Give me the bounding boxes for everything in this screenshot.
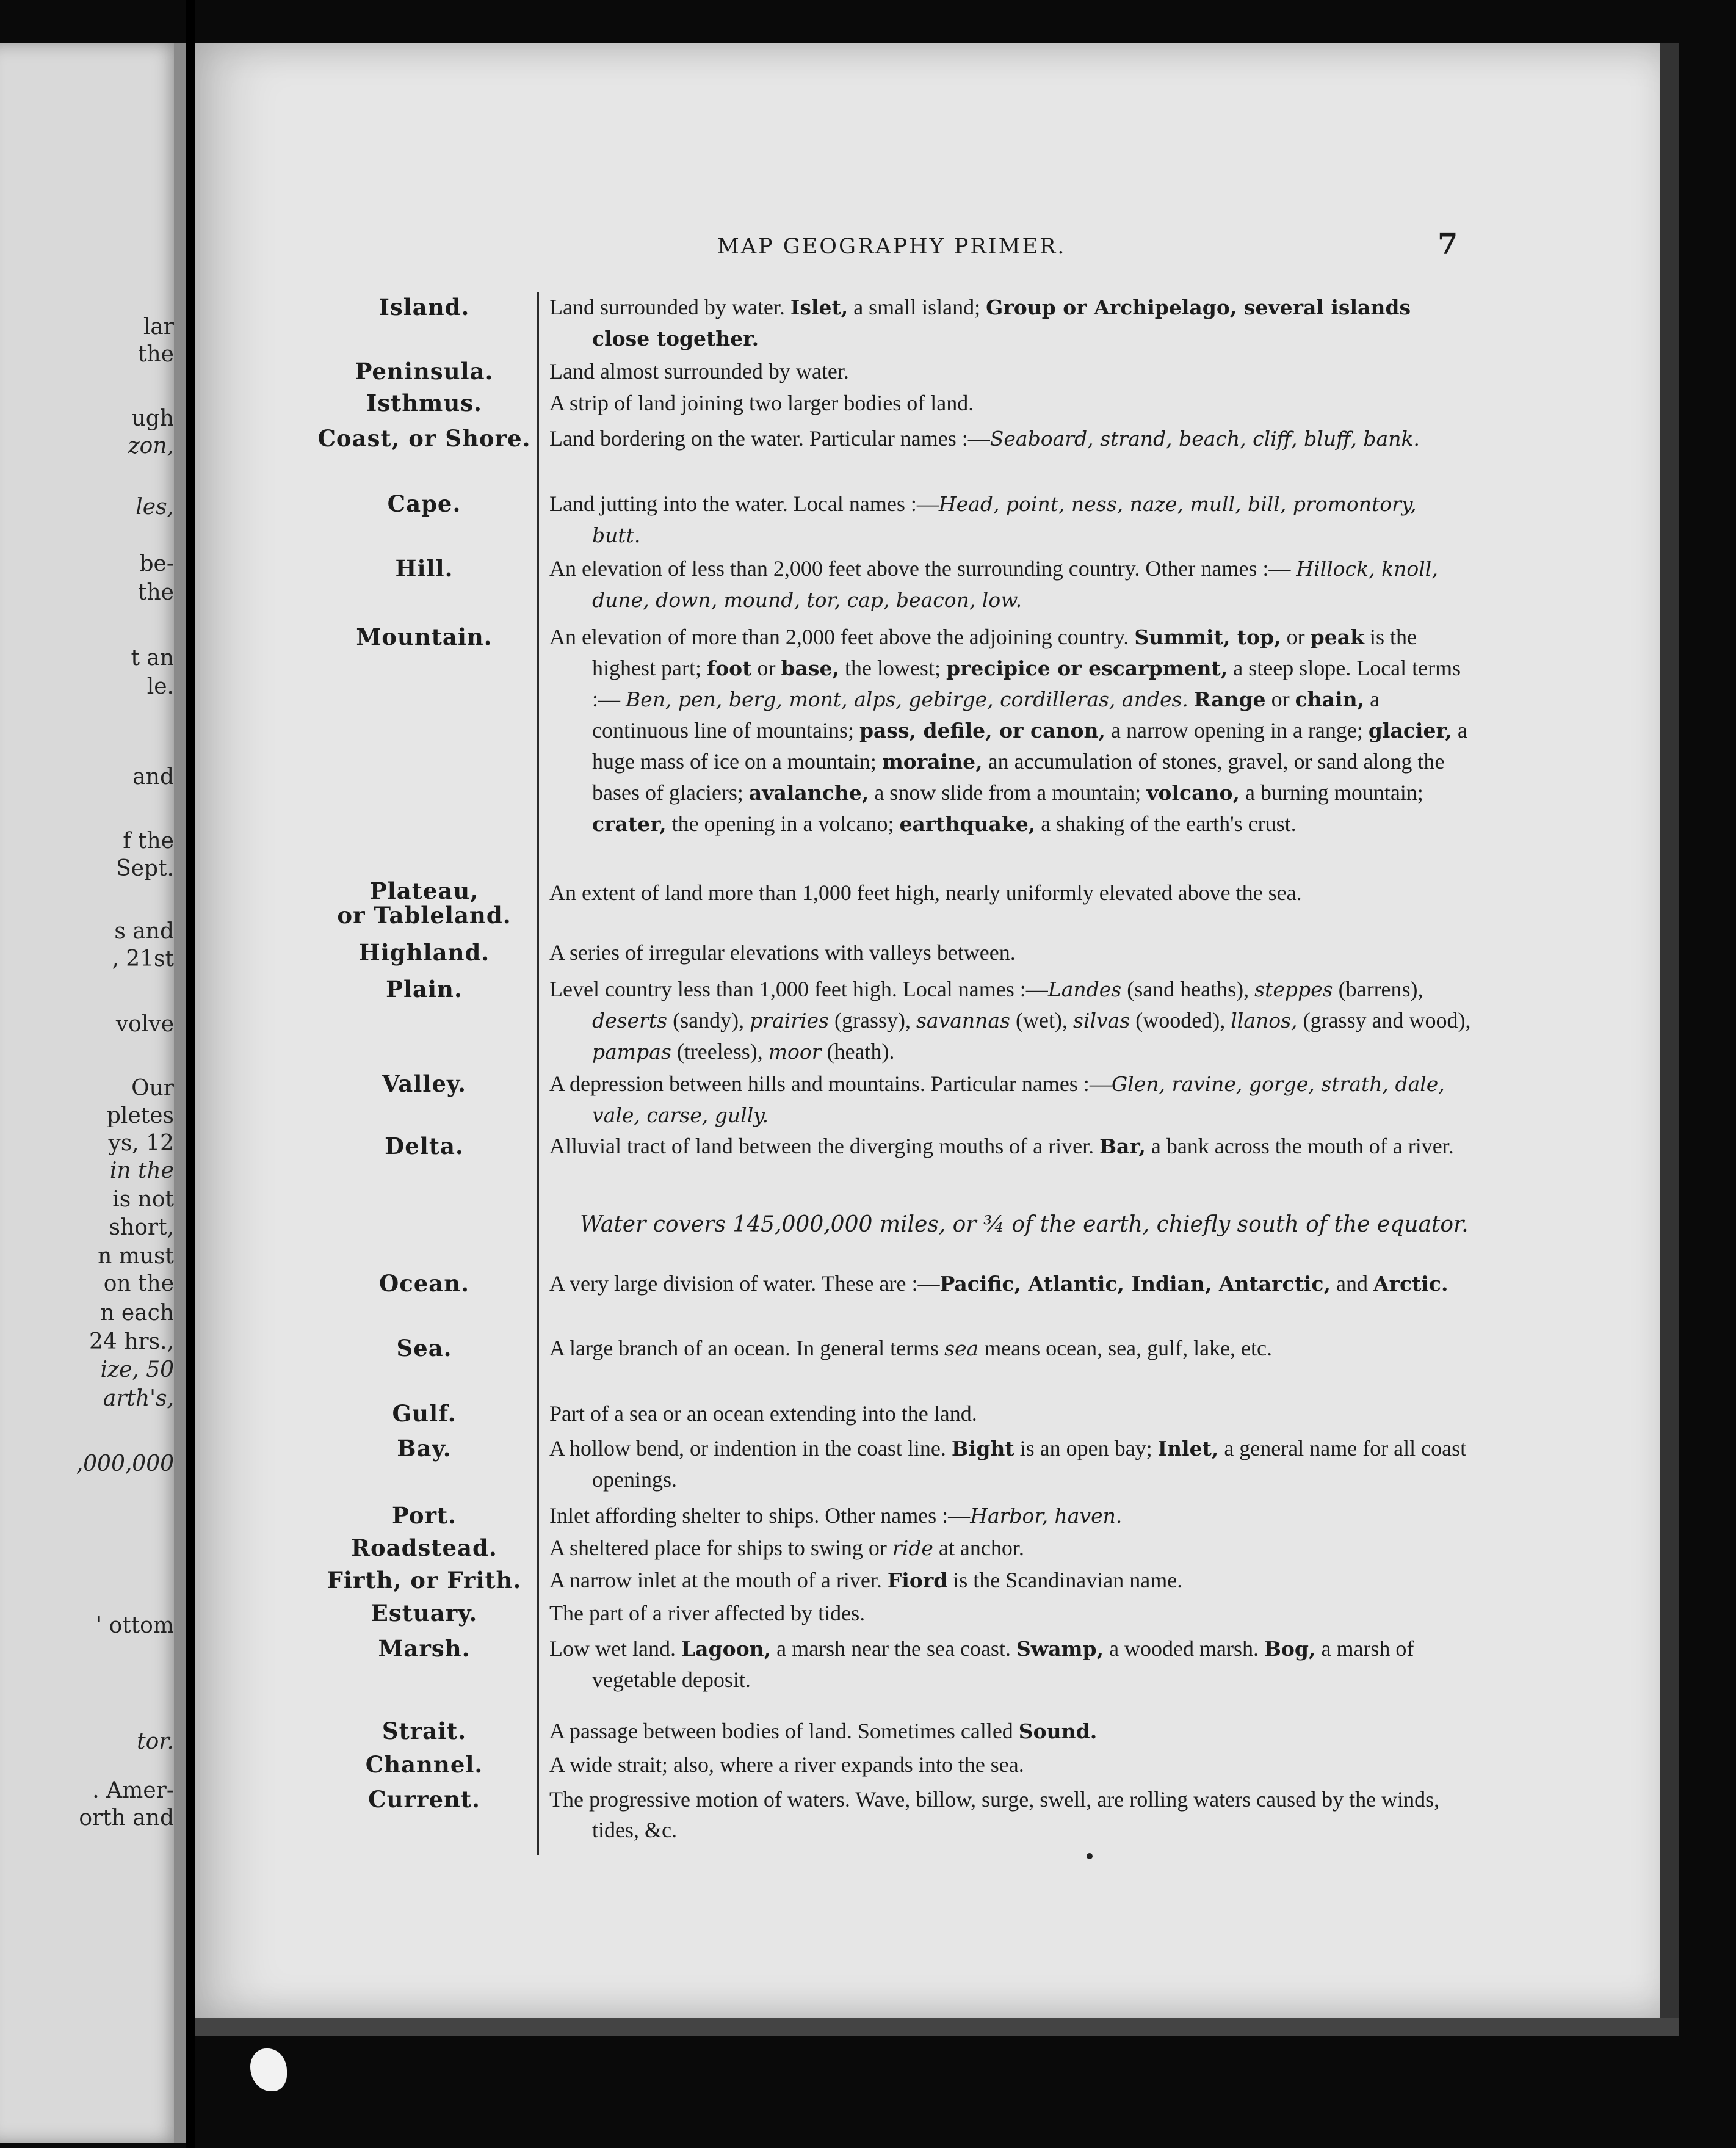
entry-term: Port. [392, 1502, 457, 1529]
left-page-fragment: ,000,000 [76, 1453, 174, 1475]
water-note: Water covers 145,000,000 miles, or ¾ of the earth, chiefly south of the equator. [580, 1212, 1469, 1237]
column-divider [537, 292, 539, 1855]
left-page-fragment: ' ottom [96, 1615, 174, 1637]
entry-definition: A very large division of water. These are :—Pacific, Atlantic, Indian, Antarctic, and Arctic. [549, 1271, 1448, 1296]
entry-term: Estuary. [371, 1600, 478, 1627]
entry-definition: Low wet land. Lagoon, a marsh near the sea coast. Swamp, a wooded marsh. Bog, a marsh of vegetable deposit. [549, 1636, 1414, 1692]
entry-definition: A series of irregular elevations with valleys between. [549, 940, 1016, 965]
page-edge-bottom [195, 2018, 1679, 2036]
entry-term: Current. [368, 1786, 480, 1813]
left-page-fragment: the [138, 582, 174, 604]
left-page-fragment: is not [112, 1189, 174, 1211]
paper-speck [250, 2048, 287, 2091]
entry-term: Delta. [385, 1133, 464, 1159]
entry-term: Isthmus. [366, 390, 482, 416]
entry-definition: Alluvial tract of land between the diverging mouths of a river. Bar, a bank across the mouth of a river. [549, 1134, 1454, 1158]
left-page-fragment: Sept. [116, 858, 174, 880]
entry-definition: Inlet affording shelter to ships. Other names :—Harbor, haven. [549, 1503, 1123, 1528]
entry-term: Ocean. [378, 1270, 470, 1297]
entry-term: Roadstead. [351, 1534, 497, 1561]
left-page-fragment: volve [115, 1014, 174, 1036]
left-page-fragment: . Amer- [92, 1780, 174, 1802]
entry-definition: A sheltered place for ships to swing or ride at anchor. [549, 1536, 1024, 1560]
left-page-fragment: ize, 50 [100, 1359, 174, 1381]
left-facing-page [0, 43, 186, 2143]
left-page-fragment: le. [146, 676, 174, 698]
left-page-fragment: 24 hrs., [89, 1331, 174, 1353]
left-page-fragment: Our [131, 1078, 174, 1100]
entry-term: Hill. [395, 555, 454, 582]
left-page-fragment: ys, 12 [108, 1133, 174, 1155]
left-page-fragment: les, [136, 496, 174, 518]
entry-definition: Land jutting into the water. Local names :—Head, point, ness, naze, mull, bill, promontory, butt. [549, 492, 1417, 547]
page-edge-right [1660, 43, 1679, 2027]
left-page-fragment: lar [143, 316, 174, 338]
entry-definition: Level country less than 1,000 feet high. Local names :—Landes (sand heaths), steppes (barrens), deserts (sandy), prairies (grassy), savannas (wet), silvas (wooded), llanos, (grassy and wood), pampas (treeless), moor (heath). [549, 977, 1471, 1064]
book-gutter [186, 0, 195, 2148]
left-page-fragment: s and [114, 921, 174, 943]
entry-term: Strait. [382, 1718, 467, 1744]
left-page-fragment: tor. [137, 1731, 174, 1753]
entry-definition: A depression between hills and mountains. Particular names :—Glen, ravine, gorge, strath, dale, vale, carse, gully. [549, 1072, 1445, 1127]
left-page-fragment: in the [109, 1160, 174, 1182]
entry-definition: An elevation of more than 2,000 feet above the adjoining country. Summit, top, or peak is the highest part; foot or base, the lowest; precipice or escarpment, a steep slope. Local terms :— Ben, pen, berg, mont, alps, gebirge, cordilleras, andes. Range or chain, a continuous line of mountains; pass, defile, or canon, a narrow opening in a range; glacier, a huge mass of ice on a mountain; moraine, an accumulation of stones, gravel, or sand along the bases of glaciers; avalanche, a snow slide from a mountain; volcano, a burning mountain; crater, the opening in a volcano; earthquake, a shaking of the earth's crust. [549, 625, 1467, 836]
entry-definition: An extent of land more than 1,000 feet high, nearly uniformly elevated above the sea. [549, 880, 1302, 905]
entry-term: Bay. [397, 1435, 452, 1462]
entry-definition: A narrow inlet at the mouth of a river. Fiord is the Scandinavian name. [549, 1568, 1183, 1592]
entry-definition: Part of a sea or an ocean extending into the land. [549, 1401, 977, 1426]
entry-term: Highland. [358, 939, 490, 966]
left-page-fragment: be- [139, 553, 174, 575]
left-page-fragment: the [138, 344, 174, 366]
entry-term: Sea. [396, 1335, 452, 1362]
entry-definition: An elevation of less than 2,000 feet above the surrounding country. Other names :— Hillock, knoll, dune, down, mound, tor, cap, beacon, low. [549, 556, 1438, 612]
ink-dot [1087, 1853, 1093, 1859]
left-page-fragment: and [132, 766, 174, 788]
entry-term: Island. [378, 294, 470, 321]
left-page-fragment: zon, [128, 435, 174, 457]
entry-definition: The progressive motion of waters. Wave, billow, surge, swell, are rolling waters caused by the winds, tides, &c. [549, 1787, 1440, 1842]
entry-term: Marsh. [378, 1635, 471, 1662]
entry-term: Cape. [387, 490, 461, 517]
left-page-fragment: t an [131, 647, 174, 669]
left-page-fragment: on the [103, 1273, 174, 1295]
entry-term: Plateau, or Tableland. [337, 877, 512, 929]
left-page-fragment: short, [109, 1217, 174, 1239]
entry-definition: Land surrounded by water. Islet, a small island; Group or Archipelago, several islands close together. [549, 295, 1411, 350]
entry-term: Firth, or Frith. [327, 1567, 522, 1594]
entry-definition: Land almost surrounded by water. [549, 359, 849, 383]
entry-definition: A hollow bend, or indention in the coast line. Bight is an open bay; Inlet, a general name for all coast openings. [549, 1436, 1467, 1492]
running-header: MAP GEOGRAPHY PRIMER. [717, 234, 1066, 259]
entry-definition: A passage between bodies of land. Sometimes called Sound. [549, 1719, 1098, 1743]
left-page-fragment: pletes [106, 1105, 174, 1127]
left-page-fragment: n must [98, 1246, 174, 1268]
entry-definition: Land bordering on the water. Particular names :—Seaboard, strand, beach, cliff, bluff, bank. [549, 426, 1420, 451]
entry-definition: A large branch of an ocean. In general terms sea means ocean, sea, gulf, lake, etc. [549, 1336, 1272, 1360]
entry-term: Mountain. [356, 623, 493, 650]
entry-definition: A wide strait; also, where a river expands into the sea. [549, 1752, 1024, 1777]
page-number: 7 [1438, 227, 1458, 261]
left-page-fragment: orth and [79, 1807, 174, 1829]
entry-term: Channel. [365, 1751, 483, 1778]
left-page-fragment: , 21st [112, 948, 174, 970]
left-page-fragment: f the [123, 830, 174, 852]
entry-term: Valley. [382, 1070, 467, 1097]
entry-definition: A strip of land joining two larger bodies of land. [549, 391, 974, 415]
left-page-fragment: arth's, [103, 1388, 174, 1410]
entry-term: Peninsula. [355, 358, 494, 385]
entry-term: Plain. [386, 976, 463, 1003]
left-page-fragment: ugh [131, 408, 174, 430]
left-page-fragment: n each [100, 1302, 174, 1324]
entry-term: Gulf. [392, 1400, 457, 1427]
page-edge [174, 43, 186, 2143]
entry-term: Coast, or Shore. [317, 425, 531, 452]
entry-definition: The part of a river affected by tides. [549, 1601, 866, 1625]
